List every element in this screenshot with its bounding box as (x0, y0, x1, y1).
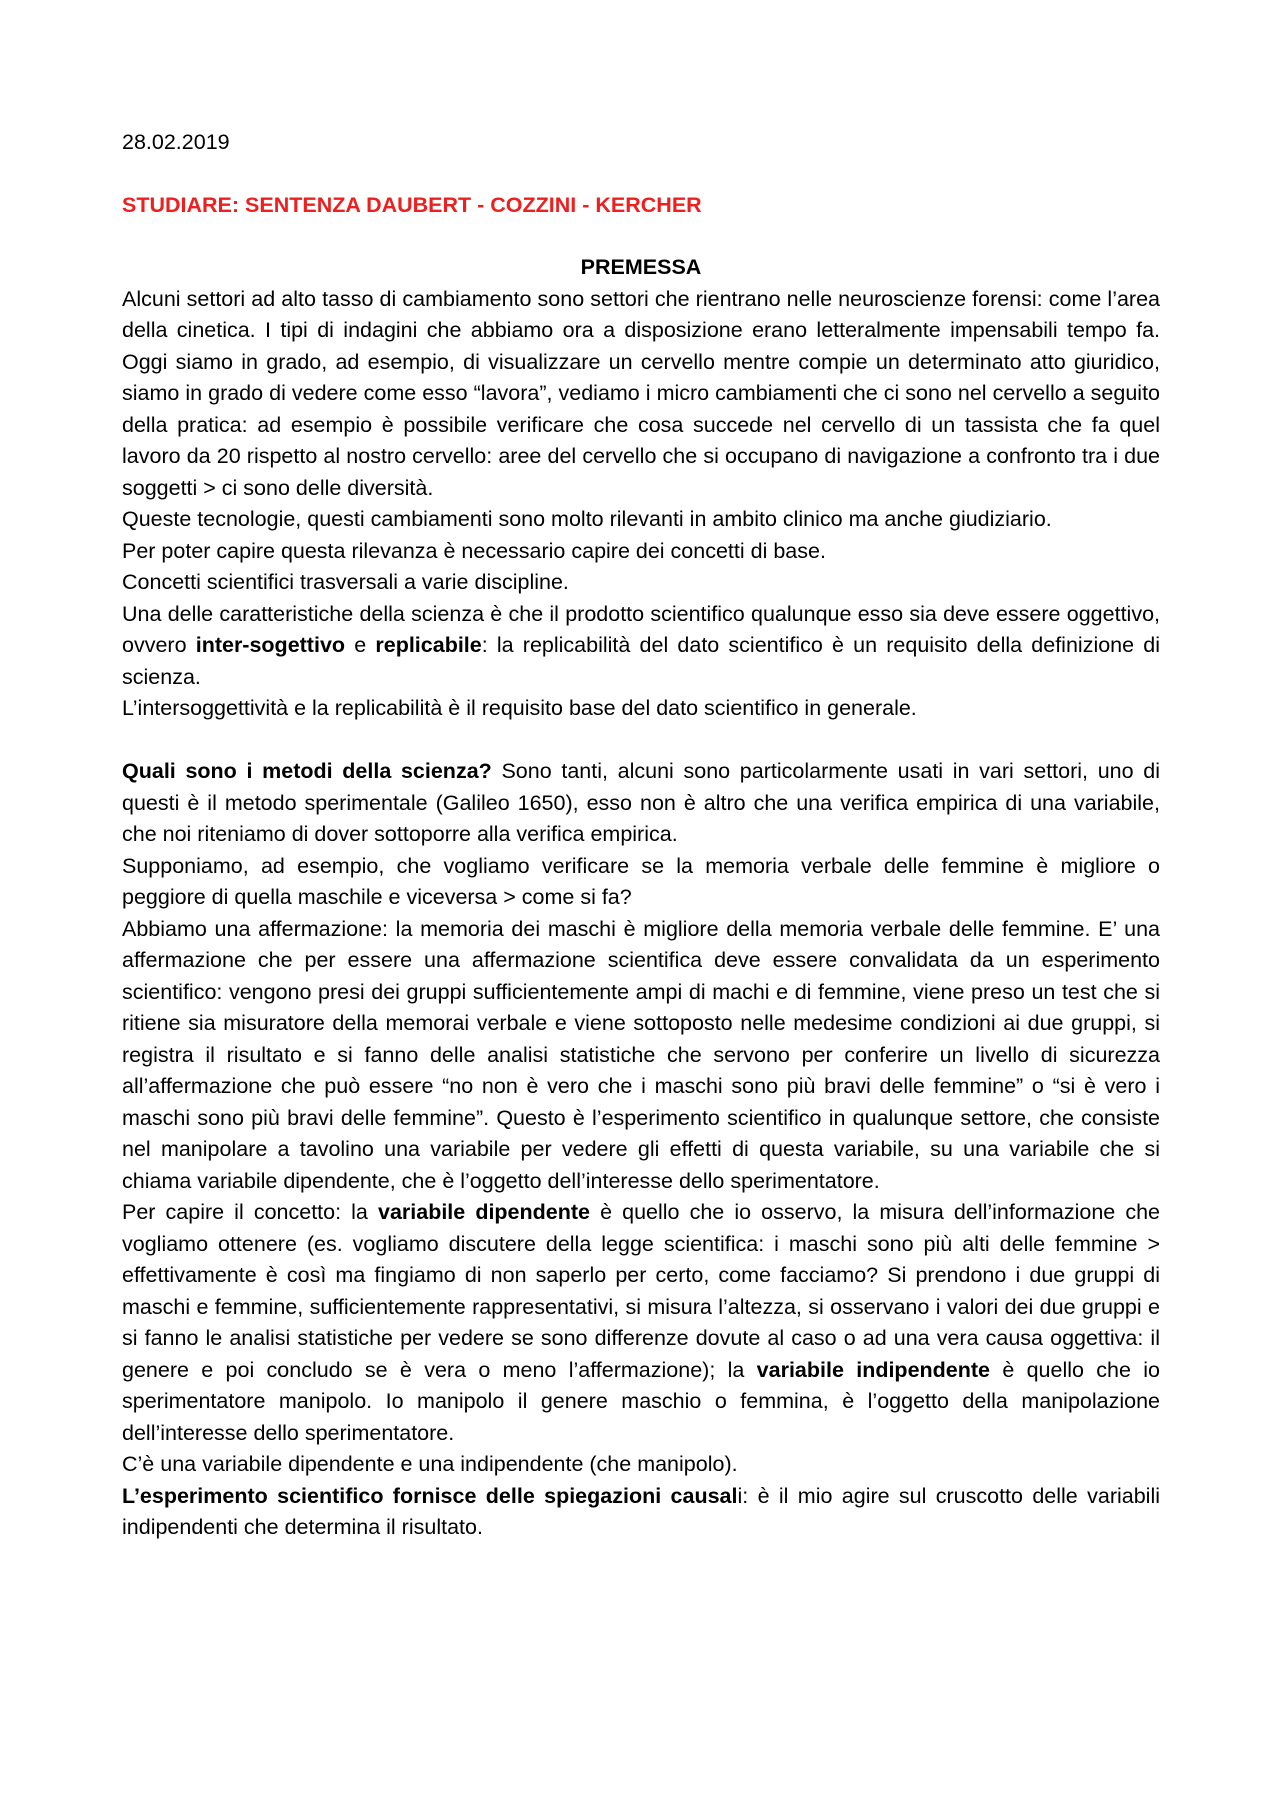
metodi-paragraph-4 (122, 1197, 1160, 1449)
premessa-paragraph-4: Concetti scientifici trasversali a varie discipline. (122, 570, 569, 594)
text-run: e (345, 633, 376, 657)
metodi-paragraph-1 (122, 756, 1160, 851)
text-run: : la replicabilità del dato scientifico è un requisito della definizione di scienza. (122, 633, 1161, 689)
paragraph-spacer (122, 725, 1160, 757)
metodi-paragraph-5: C’è una variabile dipendente e una indipendente (che manipolo). (122, 1452, 738, 1476)
metodi-paragraph-3: Abbiamo una affermazione: la memoria dei maschi è migliore della memoria verbale delle femmine. E’ una affermazione che per essere una affermazione scientifica deve essere convalidata da un esperimento scientifico: vengono presi dei gruppi sufficientemente ampi di machi e di femmine, viene preso un test che si ritiene sia misuratore della memorai verbale e viene sottoposto nelle medesime condizioni ai due gruppi, si registra il risultato e si fanno delle analisi statistiche che servono per conferire un livello di sicurezza all’affermazione che può essere “no non è vero che i maschi sono più bravi delle femmine” o “si è vero i maschi sono più bravi delle femmine”. Questo è l’esperimento scientifico in qualunque settore, che consiste nel manipolare a tavolino una variabile per vedere gli effetti di questa variabile, su una variabile che si chiama variabile dipendente, che è l’oggetto dell’interesse dello sperimentatore. (122, 916, 1160, 1193)
bold-term-replicabile: replicabile (375, 633, 482, 657)
premessa-paragraph-2: Queste tecnologie, questi cambiamenti sono molto rilevanti in ambito clinico ma anche giudiziario. (122, 507, 1052, 531)
text-run: Per capire il concetto: la (122, 1200, 378, 1224)
text-run: è quello che io sperimentatore manipolo. Io manipolo il genere maschio o femmina, è l’oggetto della manipolazione dell’interesse dello sperimentatore. (122, 1357, 1160, 1445)
section-title-premessa: PREMESSA (580, 255, 702, 279)
study-heading: STUDIARE: SENTENZA DAUBERT - COZZINI - KERCHER (122, 192, 702, 217)
premessa-paragraph-1: Alcuni settori ad alto tasso di cambiamento sono settori che rientrano nelle neuroscienze forensi: come l’area della cinetica. I tipi di indagini che abbiamo ora a disposizione erano letteralmente impensabili tempo fa. Oggi siamo in grado, ad esempio, di visualizzare un cervello mentre compie un determinato atto giuridico, siamo in grado di vedere come esso “lavora”, vediamo i micro cambiamenti che ci sono nel cervello a seguito della pratica: ad esempio è possibile verificare che cosa succede nel cervello di un tassista che fa quel lavoro da 20 rispetto al nostro cervello: aree del cervello che si occupano di navigazione a confronto tra i due soggetti > ci sono delle diversità. (122, 286, 1160, 500)
premessa-paragraph-6: L’intersoggettività e la replicabilità è il requisito base del dato scientifico in generale. (122, 696, 917, 720)
bold-term-variabile-indipendente: variabile indipendente (756, 1357, 990, 1382)
bold-statement: L’esperimento scientifico fornisce delle spiegazioni causal (122, 1483, 738, 1508)
premessa-paragraph-3: Per poter capire questa rilevanza è necessario capire dei concetti di base. (122, 538, 826, 563)
premessa-paragraph-5 (122, 599, 1160, 694)
text-run: i: è il mio agire sul cruscotto delle variabili indipendenti che determina il risultato. (122, 1483, 1160, 1539)
metodi-paragraph-2: Supponiamo, ad esempio, che vogliamo verificare se la memoria verbale delle femmine è migliore o peggiore di quella maschile e viceversa > come si fa? (122, 853, 1160, 909)
document-page (122, 127, 1160, 1544)
bold-term-inter-sogettivo: inter-sogettivo (195, 633, 346, 657)
text-run: Una delle caratteristiche della scienza è che il prodotto scientifico qualunque esso sia deve essere oggettivo, ovvero (122, 601, 1160, 657)
document-date: 28.02.2019 (122, 130, 230, 154)
text-run: Sono tanti, alcuni sono particolarmente usati in vari settori, uno di questi è il metodo sperimentale (Galileo 1650), esso non è altro che una verifica empirica di una variabile, che noi riteniamo di dover sottoporre alla verifica empirica. (122, 759, 1160, 846)
bold-question: Quali sono i metodi della scienza? (122, 759, 492, 783)
bold-term-variabile-dipendente: variabile dipendente (377, 1200, 590, 1224)
text-run: è quello che io osservo, la misura dell’informazione che vogliamo ottenere (es. vogliamo discutere della legge scientifica: i maschi sono più alti delle femmine > effettivamente è così ma fingiamo di non saperlo per certo, come facciamo? Si prendono i due gruppi di maschi e femmine, sufficientemente rappresentativi, si misura l’altezza, si osservano i valori dei due gruppi e si fanno le analisi statistiche per vedere se sono differenze dovute al caso o ad una vera causa oggettiva: il genere e poi concludo se è vera o meno l’affermazione); la (122, 1200, 1160, 1382)
metodi-paragraph-6 (122, 1481, 1160, 1544)
